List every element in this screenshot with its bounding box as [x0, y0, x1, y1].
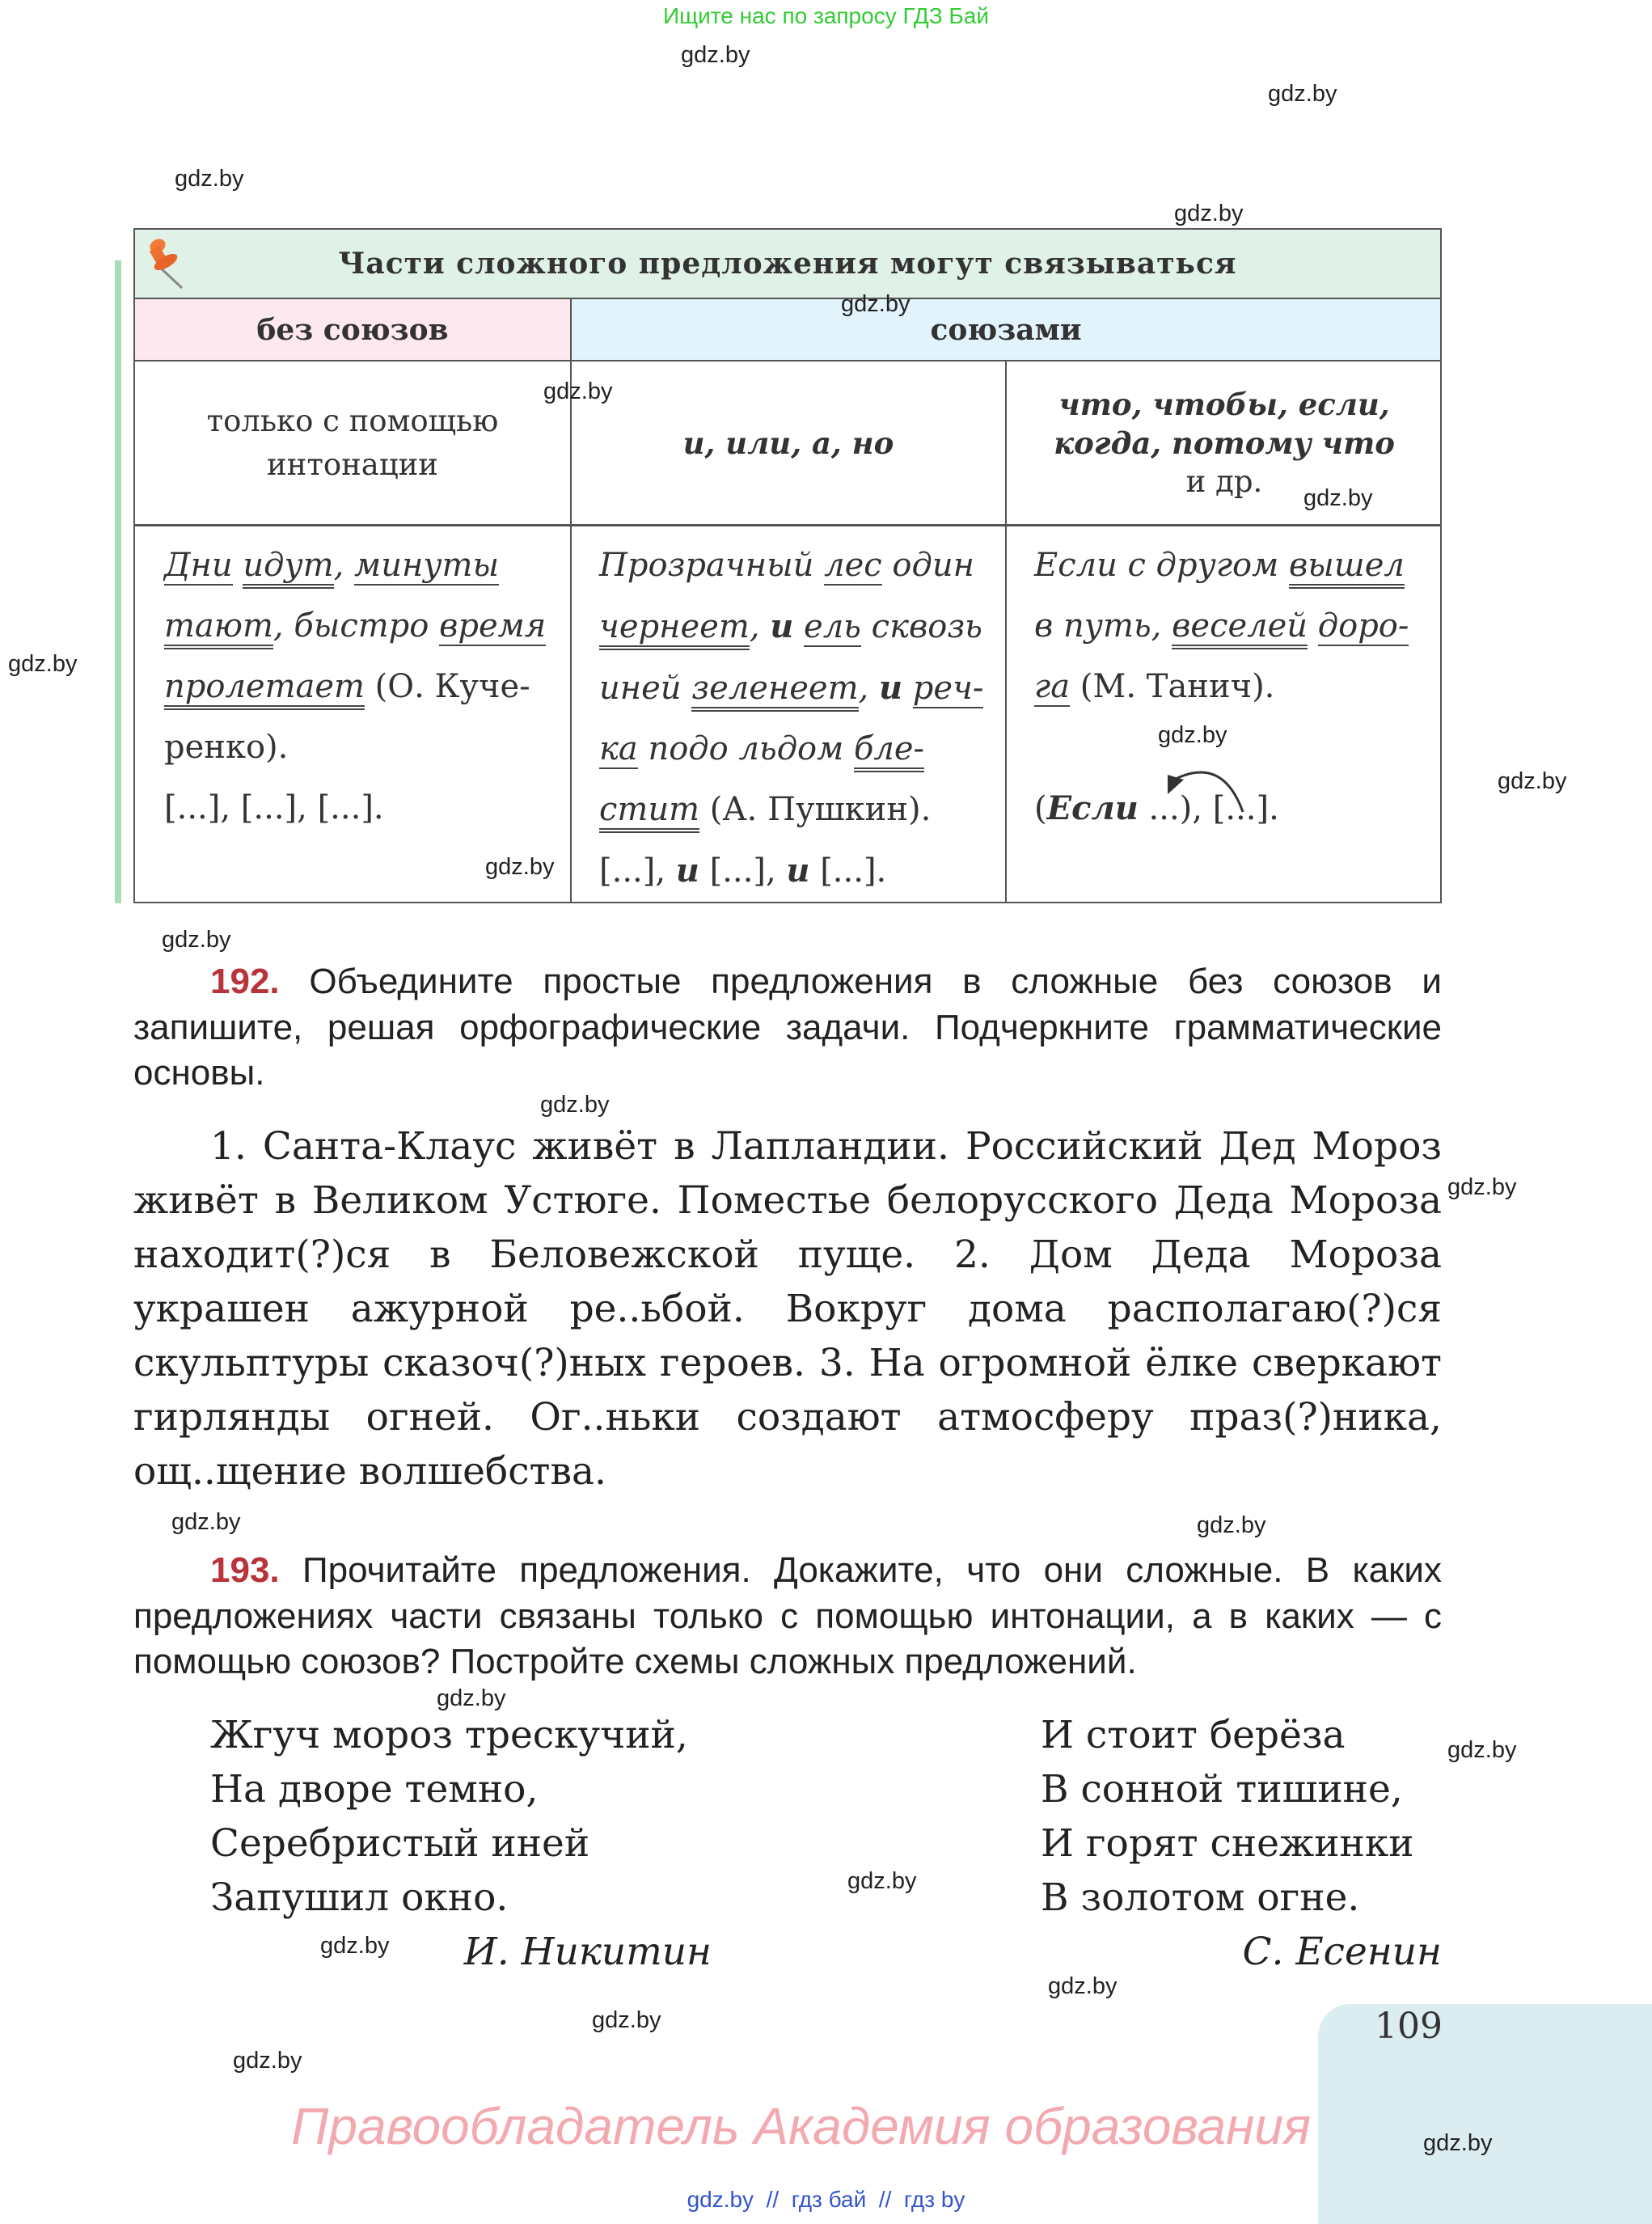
subject-word: га — [1034, 668, 1071, 705]
example-word: сквозь — [860, 608, 982, 645]
conjunction-word: Если — [1046, 789, 1139, 827]
watermark: gdz.by — [1268, 81, 1337, 107]
watermark: gdz.by — [1447, 1174, 1517, 1200]
desc-subordinating — [1008, 362, 1440, 524]
example-word: [...], — [699, 852, 787, 890]
example-word: [...], — [599, 852, 676, 890]
example-word: ( — [1034, 790, 1047, 827]
example-word — [902, 670, 913, 707]
predicate-word: стит — [599, 791, 699, 833]
example-line — [164, 535, 544, 596]
example-word: подо льдом — [637, 730, 854, 767]
watermark: gdz.by — [1174, 201, 1244, 226]
watermark: gdz.by — [1423, 2130, 1493, 2156]
example-word: в путь, — [1034, 607, 1172, 645]
example-line — [164, 657, 544, 717]
conjunction-word: и — [878, 669, 903, 707]
watermark: gdz.by — [233, 2048, 302, 2074]
instruction-text: Прочитайте предложения. Докажите, что они сложные. В каких предложениях части связаны только с помощью интонации, а в каких — с помощью союзов? Постройте схемы сложных предложений. — [133, 1550, 1442, 1681]
watermark: gdz.by — [175, 166, 244, 192]
header-conjunctions: союзами — [930, 312, 1082, 347]
watermark: gdz.by — [592, 2007, 661, 2033]
predicate-word: идут — [243, 547, 333, 589]
conjunction-word: и — [770, 607, 794, 645]
poem-line: И горят снежинки — [1041, 1821, 1414, 1866]
example-word: один — [881, 547, 974, 584]
predicate-word: вышел — [1289, 547, 1405, 589]
example-line — [1034, 535, 1422, 596]
example-line — [164, 596, 547, 657]
poem-author: С. Есенин — [1242, 1930, 1442, 1974]
predicate-word: зеленеет — [691, 670, 858, 712]
subject-word: ель — [804, 608, 861, 645]
watermark: gdz.by — [1303, 485, 1373, 511]
footer-links[interactable]: gdz.by // гдз бай // гдз by — [687, 2187, 965, 2212]
table-title: Части сложного предложения могут связываться — [338, 247, 1237, 281]
example-word: Если с другом — [1034, 547, 1289, 584]
example-line — [599, 780, 995, 840]
watermark: gdz.by — [847, 1868, 917, 1894]
example-line — [164, 717, 544, 778]
watermark: gdz.by — [1158, 722, 1227, 748]
poem-author: И. Никитин — [463, 1930, 712, 1974]
page-number: 109 — [1375, 2006, 1443, 2047]
example-word: (М. Танич). — [1070, 668, 1275, 705]
example-line — [599, 719, 995, 780]
watermark: gdz.by — [681, 42, 750, 68]
poem-line: В золотом огне. — [1041, 1875, 1360, 1920]
poem-esenin — [1041, 1708, 1442, 1979]
poem-line: Запушил окно. — [210, 1875, 509, 1920]
table-rule — [135, 524, 1440, 526]
subject-word: минуты — [354, 547, 500, 584]
watermark: gdz.by — [1197, 1512, 1266, 1538]
poem-line: И стоит берёза — [1041, 1713, 1346, 1757]
poem-line: На дворе темно, — [210, 1767, 539, 1812]
poem-line: Жгуч мороз трескучий, — [210, 1713, 688, 1757]
example-word — [1034, 729, 1045, 766]
task-193-instruction — [133, 1548, 1442, 1685]
example-word — [793, 608, 804, 645]
watermark: gdz.by — [1498, 768, 1567, 794]
subject-word: лес — [824, 547, 882, 584]
example-no-conj — [164, 535, 547, 839]
rule-table — [133, 228, 1442, 903]
desc-intonation: только с помощью интонации — [206, 403, 499, 482]
example-word: , — [749, 608, 771, 645]
watermark: gdz.by — [8, 651, 78, 677]
watermark: gdz.by — [1447, 1737, 1517, 1763]
example-word: (О. Куче- — [364, 668, 530, 705]
example-word: [...], [...], [...]. — [164, 789, 384, 827]
instruction-text: Объедините простые предложения в сложные без союзов и запишите, решая орфографические задачи. Подчеркните грамматические основы. — [133, 962, 1442, 1093]
example-word — [233, 547, 243, 584]
subord-etc: и др. — [1185, 463, 1263, 499]
desc-coordinating: и, или, а, но — [682, 425, 894, 461]
watermark: gdz.by — [162, 927, 231, 953]
subject-word: время — [439, 607, 547, 645]
watermark: gdz.by — [171, 1509, 241, 1535]
curved-arrow-icon — [1150, 755, 1255, 820]
watermark: gdz.by — [485, 854, 555, 880]
header-no-conjunctions: без союзов — [256, 312, 449, 347]
watermark: gdz.by — [540, 1092, 610, 1118]
task-number: 192. — [210, 962, 280, 1001]
predicate-word: бле- — [854, 730, 924, 772]
task-192-instruction — [133, 959, 1442, 1097]
conjunction-word: и — [675, 852, 699, 890]
example-word: [...]. — [809, 852, 887, 890]
subject-word: доро- — [1317, 607, 1409, 645]
example-line — [1034, 657, 1422, 717]
top-banner-link[interactable]: Ищите нас по запросу ГДЗ Бай — [662, 3, 990, 28]
watermark: gdz.by — [1048, 1973, 1118, 1999]
example-word: , быстро — [273, 607, 440, 645]
watermark: gdz.by — [320, 1933, 390, 1959]
conjunction-word: и — [786, 852, 810, 890]
example-line — [599, 840, 995, 902]
example-word — [1308, 607, 1318, 645]
watermark: gdz.by — [437, 1685, 506, 1711]
predicate-word: чернеет — [599, 608, 750, 650]
poem-line: Серебристый иней — [210, 1821, 590, 1866]
example-word: (А. Пушкин). — [699, 791, 932, 828]
predicate-word: веселей — [1172, 607, 1308, 649]
predicate-word: пролетает — [164, 668, 365, 710]
example-line — [1034, 596, 1422, 657]
subject-word: реч- — [912, 670, 984, 707]
subject-word: Дни — [164, 547, 233, 584]
example-word: , — [858, 670, 879, 707]
watermark: gdz.by — [841, 291, 911, 317]
example-line — [599, 657, 995, 719]
subject-word: ка — [599, 730, 638, 767]
subord-conjunctions: что, чтобы, если, когда, потому что — [1054, 386, 1395, 461]
example-word: иней — [599, 670, 692, 707]
watermark: gdz.by — [543, 378, 613, 404]
task-number: 193. — [210, 1550, 280, 1590]
example-line — [164, 778, 544, 839]
task-192-text: 1. Санта-Клаус живёт в Лапландии. Российский Дед Мороз живёт в Великом Устюге. Поместье белорусского Деда Мороза находит(?)ся в Беловежской пуще. 2. Дом Деда Мороза украшен ажурной ре..ьбой. Вокруг дома располагаю(?)ся скульптуры сказоч(?)ных героев. 3. На огромной ёлке сверкают гирлянды огней. Ог..ньки создают атмосферу праз(?)ника, ощ..щение волшебства. — [133, 1124, 1442, 1494]
example-coord — [599, 535, 995, 902]
example-word: Прозрачный — [599, 547, 825, 584]
table-rule — [1005, 362, 1007, 902]
predicate-word: тают — [164, 607, 273, 649]
copyright-notice: Правообладатель Академия образования — [291, 2097, 1312, 2155]
example-line — [599, 535, 995, 596]
example-line — [599, 596, 995, 657]
side-accent-bar — [115, 260, 121, 903]
poem-line: В сонной тишине, — [1041, 1767, 1403, 1812]
example-word: ...), [...]. — [1138, 790, 1279, 827]
poem-nikitin — [210, 1708, 712, 1979]
example-word: , — [333, 547, 355, 584]
example-word: ренко). — [164, 729, 289, 766]
